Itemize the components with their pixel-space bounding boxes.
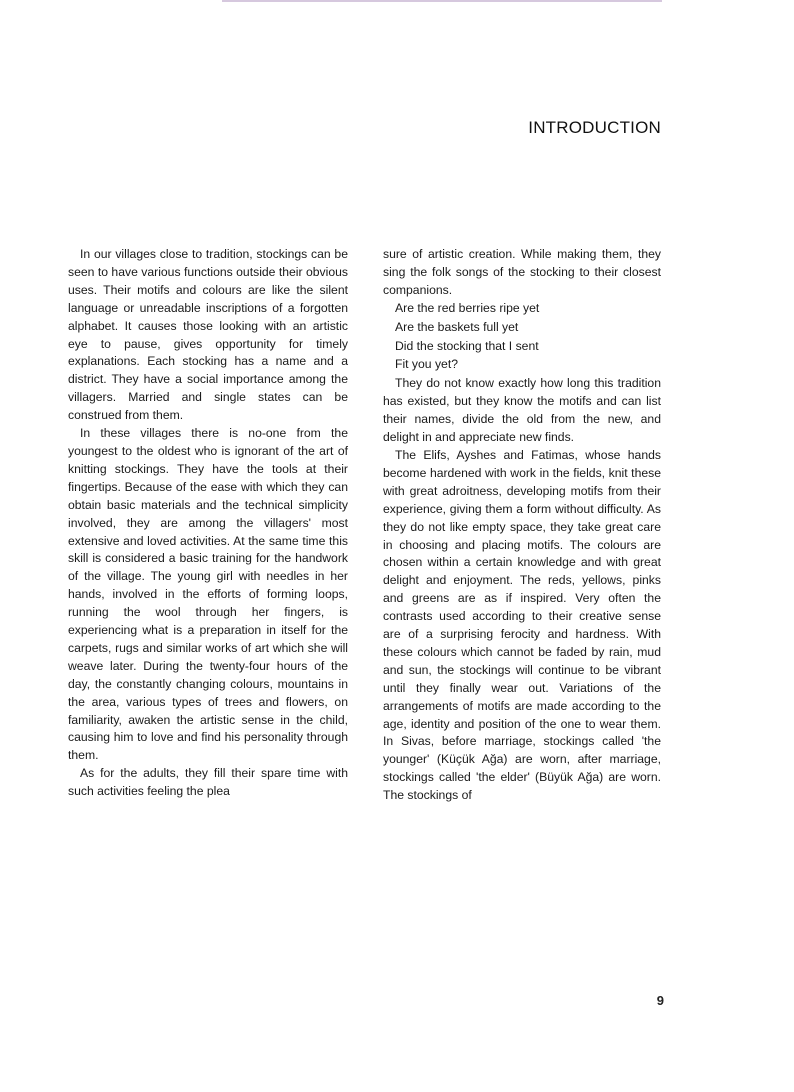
- left-column: [68, 246, 348, 801]
- paragraph: They do not know exactly how long this tradition has existed, but they know the motifs and can list their names, divide the old from the new, and delight in and appreciate new finds.: [383, 376, 661, 445]
- verse-line: Did the stocking that I sent: [395, 338, 539, 353]
- top-rule: [222, 0, 662, 2]
- paragraph: In our villages close to tradition, stockings can be seen to have various functions outside their obvious uses. Their motifs and colours are like the silent language or unreadable inscriptions of a forgotten alphabet. It causes those looking with an artistic eye to pause, gives opportunity for timely explanations. Each stocking has a name and a district. They have a social importance among the villagers. Married and single states can be construed from them.: [68, 247, 348, 423]
- paragraph: The Elifs, Ayshes and Fatimas, whose hands become hardened with work in the fields, knit these with great adroitness, developing motifs from their experience, giving them a form without difficulty. As they do not like empty space, they take great care in choosing and placing motifs. The colours are chosen within a certain knowledge and with great delight and enjoyment. The reds, yellows, pinks and greens are as if inspired. Very often the contrasts used according to their creative sense are of a surprising ferocity and hardness. With these colours which cannot be faded by rain, mud and sun, the stockings will continue to be vibrant until they finally wear out. Variations of the arrangements of motifs are made according to the age, identity and position of the one to wear them. In Sivas, before marriage, stockings called 'the younger' (Küçük Ağa) are worn, after marriage, stockings called 'the elder' (Büyük Ağa) are worn. The stockings of: [383, 447, 661, 803]
- verse-line: Fit you yet?: [395, 357, 458, 372]
- right-column: [383, 246, 661, 805]
- paragraph: As for the adults, they fill their spare time with such activities feeling the plea: [68, 766, 348, 799]
- verse-line: Are the baskets full yet: [395, 319, 519, 334]
- paragraph-continued: sure of artistic creation. While making them, they sing the folk songs of the stocking to their closest companions.: [383, 247, 661, 297]
- page-number: 9: [656, 993, 664, 1008]
- page-heading: INTRODUCTION: [528, 118, 661, 137]
- verse-line: Are the red berries ripe yet: [395, 300, 540, 315]
- paragraph: In these villages there is no-one from the youngest to the oldest who is ignorant of the art of knitting stockings. They have the tools at their fingertips. Because of the ease with which they can obtain basic materials and the technical simplicity involved, they are among the villagers' most extensive and loved activities. At the same time this skill is considered a basic training for the handwork of the village. The young girl with needles in her hands, involved in the efforts of forming loops, running the wool through her fingers, is experiencing what is a preparation in itself for the carpets, rugs and similar works of art which she will weave later. During the twenty-four hours of the day, the constantly changing colours, mountains in the area, various types of trees and flowers, on familiarity, awaken the artistic sense in the child, causing him to love and find his personality through them.: [68, 426, 348, 763]
